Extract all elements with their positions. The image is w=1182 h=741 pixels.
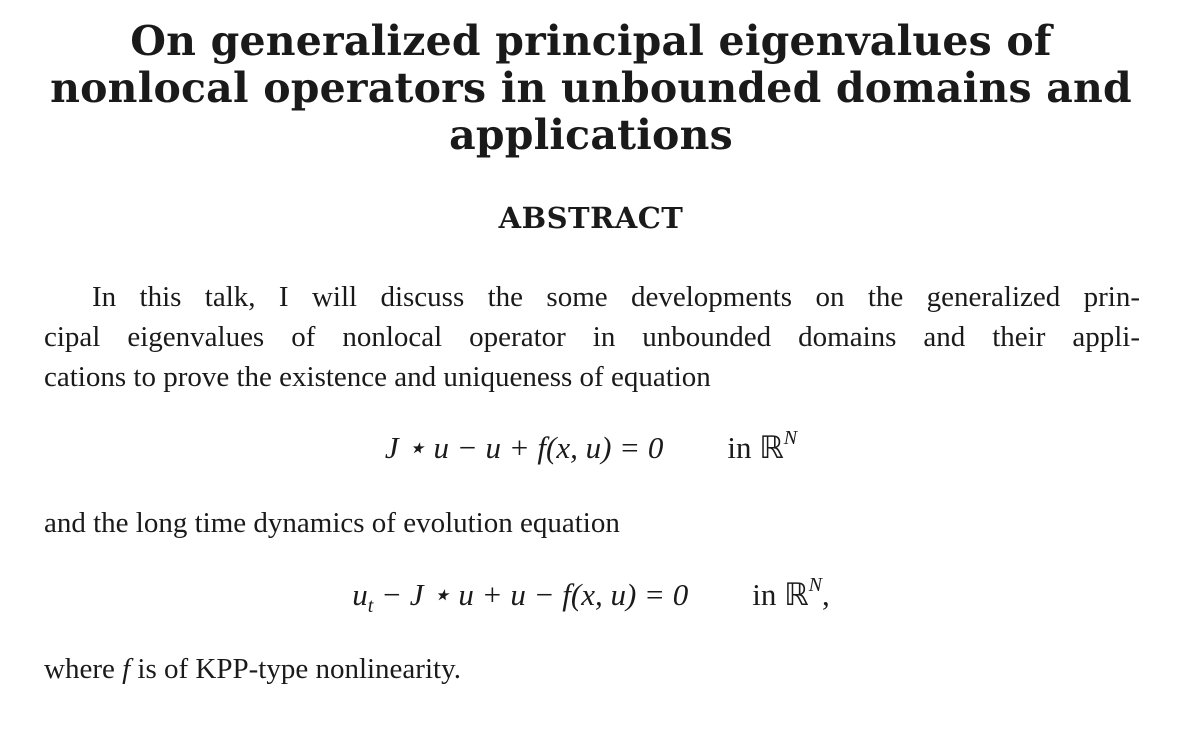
equation-expression: J ⋆ u − u + f(x, u) = 0 xyxy=(384,430,664,465)
conclusion-text-before: where xyxy=(44,653,123,685)
equation-domain: in ℝ xyxy=(727,430,784,465)
equation-domain: in ℝ xyxy=(752,577,809,612)
equation-evolution xyxy=(0,574,1182,618)
abstract-heading: ABSTRACT xyxy=(498,201,684,235)
equation-stationary xyxy=(0,428,1182,468)
equation-exponent: N xyxy=(783,427,798,449)
paragraph-line: In this talk, I will discuss the some developments on the generalized prin- xyxy=(92,281,1140,313)
equation-exponent: N xyxy=(808,574,822,596)
conclusion-text-after: is of KPP-type nonlinearity. xyxy=(130,653,461,685)
title-line: applications xyxy=(449,111,733,159)
abstract-paragraph-intro xyxy=(44,277,1140,397)
title-line: nonlocal operators in unbounded domains and xyxy=(50,64,1132,112)
title-line: On generalized principal eigenvalues of xyxy=(130,17,1052,65)
equation-expression: $u_t - J$ ⋆ u + u − f(x, u) = 0 xyxy=(352,577,689,618)
paper-title xyxy=(40,18,1142,159)
abstract-paragraph-conclusion xyxy=(44,649,1140,689)
equation-punctuation: , xyxy=(821,577,830,612)
paragraph-line: cipal eigenvalues of nonlocal operator in unbounded domains and their appli- xyxy=(44,321,1140,353)
paragraph-line: cations to prove the existence and uniqueness of equation xyxy=(44,361,711,393)
variable-f: f xyxy=(122,653,131,685)
abstract-paragraph-evolution: and the long time dynamics of evolution equation xyxy=(44,507,620,539)
